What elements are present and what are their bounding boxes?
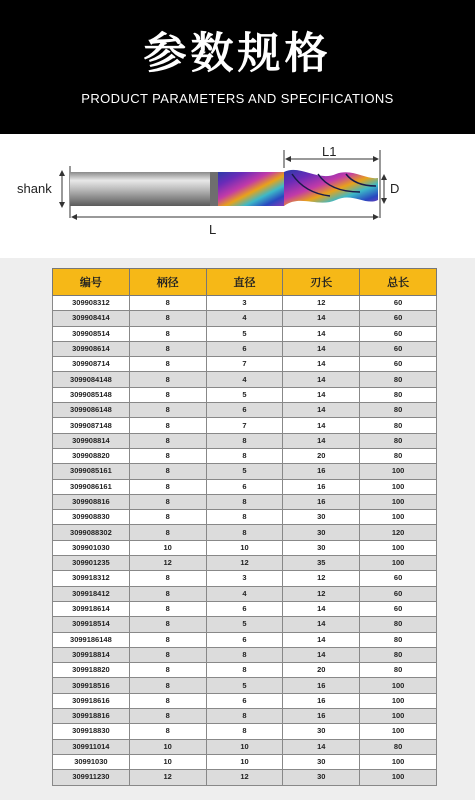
cell-overall-length: 80 — [360, 448, 437, 463]
cell-diameter: 8 — [206, 525, 283, 540]
cell-shank-diameter: 10 — [129, 754, 206, 769]
l-arrow-left — [71, 214, 77, 220]
cell-shank-diameter: 8 — [129, 678, 206, 693]
cell-overall-length: 100 — [360, 464, 437, 479]
cell-flute-length: 14 — [283, 372, 360, 387]
table-row — [53, 571, 437, 586]
cell-diameter: 10 — [206, 754, 283, 769]
cell-overall-length: 80 — [360, 372, 437, 387]
cell-overall-length: 100 — [360, 479, 437, 494]
cell-diameter: 5 — [206, 387, 283, 402]
cell-code: 309908312 — [53, 296, 130, 311]
cell-shank-diameter: 8 — [129, 296, 206, 311]
cell-overall-length: 80 — [360, 647, 437, 662]
cell-diameter: 8 — [206, 663, 283, 678]
cell-diameter: 8 — [206, 448, 283, 463]
cell-flute-length: 12 — [283, 586, 360, 601]
table-row — [53, 494, 437, 509]
cell-shank-diameter: 8 — [129, 586, 206, 601]
cell-diameter: 8 — [206, 510, 283, 525]
cell-overall-length: 100 — [360, 556, 437, 571]
cell-shank-diameter: 8 — [129, 571, 206, 586]
table-row — [53, 647, 437, 662]
cell-overall-length: 60 — [360, 571, 437, 586]
table-row — [53, 403, 437, 418]
cell-code: 309908830 — [53, 510, 130, 525]
table-row — [53, 357, 437, 372]
cell-flute-length: 14 — [283, 601, 360, 616]
cell-code: 309918514 — [53, 617, 130, 632]
cell-shank-diameter: 8 — [129, 709, 206, 724]
cell-code: 309901030 — [53, 540, 130, 555]
cell-shank-diameter: 8 — [129, 601, 206, 616]
cell-flute-length: 16 — [283, 494, 360, 509]
cell-flute-length: 30 — [283, 510, 360, 525]
cell-diameter: 3 — [206, 296, 283, 311]
cell-code: 309918516 — [53, 678, 130, 693]
cell-code: 309908714 — [53, 357, 130, 372]
table-row — [53, 341, 437, 356]
table-row — [53, 326, 437, 341]
cell-overall-length: 100 — [360, 494, 437, 509]
cell-code: 3099084148 — [53, 372, 130, 387]
cell-shank-diameter: 8 — [129, 448, 206, 463]
page-title: 参数规格 — [143, 29, 332, 79]
table-row — [53, 586, 437, 601]
coated-section — [218, 172, 284, 206]
cell-code: 309918616 — [53, 693, 130, 708]
cell-shank-diameter: 12 — [129, 556, 206, 571]
cell-shank-diameter: 8 — [129, 617, 206, 632]
cell-diameter: 8 — [206, 647, 283, 662]
flute-section — [284, 170, 378, 206]
cell-shank-diameter: 8 — [129, 326, 206, 341]
header-cell-overall-length: 总长 — [360, 269, 437, 296]
cell-shank-diameter: 8 — [129, 525, 206, 540]
l1-arrow-right — [373, 156, 379, 162]
table-row — [53, 372, 437, 387]
cell-overall-length: 80 — [360, 418, 437, 433]
cell-flute-length: 30 — [283, 770, 360, 785]
cell-flute-length: 14 — [283, 739, 360, 754]
table-row — [53, 525, 437, 540]
cell-shank-diameter: 8 — [129, 464, 206, 479]
cell-flute-length: 14 — [283, 418, 360, 433]
table-row — [53, 311, 437, 326]
cell-code: 309908816 — [53, 494, 130, 509]
table-row — [53, 739, 437, 754]
cell-flute-length: 30 — [283, 724, 360, 739]
cell-shank-diameter: 8 — [129, 372, 206, 387]
cell-flute-length: 14 — [283, 433, 360, 448]
cell-flute-length: 30 — [283, 754, 360, 769]
cell-shank-diameter: 8 — [129, 724, 206, 739]
table-row — [53, 724, 437, 739]
cell-flute-length: 30 — [283, 525, 360, 540]
cell-overall-length: 60 — [360, 311, 437, 326]
cell-overall-length: 80 — [360, 403, 437, 418]
cell-diameter: 12 — [206, 556, 283, 571]
l1-arrow-left — [285, 156, 291, 162]
cell-overall-length: 60 — [360, 357, 437, 372]
table-row — [53, 693, 437, 708]
cell-flute-length: 35 — [283, 556, 360, 571]
table-row — [53, 510, 437, 525]
cell-flute-length: 12 — [283, 296, 360, 311]
cell-shank-diameter: 8 — [129, 341, 206, 356]
cell-diameter: 10 — [206, 540, 283, 555]
cell-flute-length: 14 — [283, 387, 360, 402]
l-arrow-right — [373, 214, 379, 220]
cell-code: 309908814 — [53, 433, 130, 448]
cell-overall-length: 100 — [360, 693, 437, 708]
cell-code: 3099086148 — [53, 403, 130, 418]
cell-flute-length: 14 — [283, 341, 360, 356]
cell-overall-length: 60 — [360, 601, 437, 616]
cell-flute-length: 16 — [283, 479, 360, 494]
table-row — [53, 601, 437, 616]
header-banner — [0, 0, 475, 134]
cell-diameter: 4 — [206, 311, 283, 326]
cell-shank-diameter: 10 — [129, 540, 206, 555]
shank-body — [70, 172, 216, 206]
header-cell-shank-diameter: 柄径 — [129, 269, 206, 296]
table-row — [53, 709, 437, 724]
d-label: D — [390, 181, 400, 196]
cell-overall-length: 100 — [360, 678, 437, 693]
cell-diameter: 12 — [206, 770, 283, 785]
cell-overall-length: 100 — [360, 709, 437, 724]
table-row — [53, 770, 437, 785]
cell-code: 309911230 — [53, 770, 130, 785]
cell-code: 309918412 — [53, 586, 130, 601]
cell-overall-length: 60 — [360, 326, 437, 341]
cell-overall-length: 60 — [360, 296, 437, 311]
cell-overall-length: 80 — [360, 617, 437, 632]
l1-label: L1 — [322, 144, 337, 159]
table-row — [53, 387, 437, 402]
cell-flute-length: 14 — [283, 647, 360, 662]
end-mill-drawing — [0, 134, 475, 258]
cell-code: 3099186148 — [53, 632, 130, 647]
cell-flute-length: 14 — [283, 632, 360, 647]
table-row — [53, 479, 437, 494]
cell-overall-length: 100 — [360, 724, 437, 739]
cell-code: 309908820 — [53, 448, 130, 463]
cell-overall-length: 100 — [360, 770, 437, 785]
table-row — [53, 754, 437, 769]
cell-shank-diameter: 8 — [129, 663, 206, 678]
cell-diameter: 7 — [206, 357, 283, 372]
tool-diagram — [0, 134, 475, 258]
cell-flute-length: 14 — [283, 617, 360, 632]
cell-diameter: 5 — [206, 326, 283, 341]
cell-flute-length: 30 — [283, 540, 360, 555]
cell-flute-length: 20 — [283, 448, 360, 463]
table-row — [53, 464, 437, 479]
cell-shank-diameter: 8 — [129, 494, 206, 509]
cell-code: 309908614 — [53, 341, 130, 356]
cell-shank-diameter: 8 — [129, 311, 206, 326]
cell-shank-diameter: 8 — [129, 387, 206, 402]
cell-diameter: 4 — [206, 586, 283, 601]
cell-code: 3099086161 — [53, 479, 130, 494]
d-arrow-top — [381, 174, 387, 180]
cell-overall-length: 80 — [360, 739, 437, 754]
cell-overall-length: 60 — [360, 341, 437, 356]
cell-code: 309918814 — [53, 647, 130, 662]
cell-diameter: 5 — [206, 678, 283, 693]
cell-shank-diameter: 8 — [129, 647, 206, 662]
cell-shank-diameter: 8 — [129, 433, 206, 448]
cell-diameter: 8 — [206, 494, 283, 509]
shank-arrow-bottom — [59, 202, 65, 208]
d-arrow-bottom — [381, 198, 387, 204]
cell-overall-length: 80 — [360, 433, 437, 448]
cell-code: 309901235 — [53, 556, 130, 571]
cell-overall-length: 60 — [360, 586, 437, 601]
cell-overall-length: 80 — [360, 663, 437, 678]
cell-code: 30991030 — [53, 754, 130, 769]
table-row — [53, 296, 437, 311]
cell-shank-diameter: 8 — [129, 693, 206, 708]
cell-code: 309908514 — [53, 326, 130, 341]
cell-code: 309918614 — [53, 601, 130, 616]
cell-overall-length: 120 — [360, 525, 437, 540]
table-row — [53, 448, 437, 463]
cell-diameter: 8 — [206, 724, 283, 739]
cell-flute-length: 14 — [283, 326, 360, 341]
cell-diameter: 10 — [206, 739, 283, 754]
table-header-row — [53, 269, 437, 296]
cell-code: 309918816 — [53, 709, 130, 724]
cell-overall-length: 80 — [360, 387, 437, 402]
header-cell-code: 编号 — [53, 269, 130, 296]
cell-code: 3099085161 — [53, 464, 130, 479]
cell-diameter: 6 — [206, 632, 283, 647]
cell-code: 309911014 — [53, 739, 130, 754]
table-row — [53, 556, 437, 571]
cell-flute-length: 14 — [283, 357, 360, 372]
cell-diameter: 6 — [206, 403, 283, 418]
cell-flute-length: 20 — [283, 663, 360, 678]
shank-label: shank — [17, 181, 52, 196]
cell-shank-diameter: 8 — [129, 357, 206, 372]
cell-shank-diameter: 10 — [129, 739, 206, 754]
cell-flute-length: 16 — [283, 464, 360, 479]
cell-code: 309908414 — [53, 311, 130, 326]
table-body — [53, 296, 437, 786]
cell-code: 309918312 — [53, 571, 130, 586]
cell-diameter: 5 — [206, 617, 283, 632]
header-cell-diameter: 直径 — [206, 269, 283, 296]
spec-table — [52, 268, 437, 786]
cell-code: 309918830 — [53, 724, 130, 739]
cell-shank-diameter: 12 — [129, 770, 206, 785]
cell-flute-length: 14 — [283, 403, 360, 418]
cell-shank-diameter: 8 — [129, 510, 206, 525]
cell-overall-length: 100 — [360, 510, 437, 525]
cell-shank-diameter: 8 — [129, 403, 206, 418]
cell-code: 309918820 — [53, 663, 130, 678]
cell-diameter: 8 — [206, 709, 283, 724]
cell-flute-length: 12 — [283, 571, 360, 586]
table-row — [53, 663, 437, 678]
l-label: L — [209, 222, 217, 237]
cell-shank-diameter: 8 — [129, 418, 206, 433]
shank-arrow-top — [59, 170, 65, 176]
cell-diameter: 7 — [206, 418, 283, 433]
cell-code: 3099088302 — [53, 525, 130, 540]
table-row — [53, 632, 437, 647]
cell-diameter: 3 — [206, 571, 283, 586]
cell-overall-length: 100 — [360, 540, 437, 555]
cell-shank-diameter: 8 — [129, 632, 206, 647]
cell-diameter: 6 — [206, 341, 283, 356]
cell-diameter: 6 — [206, 693, 283, 708]
cell-diameter: 6 — [206, 479, 283, 494]
table-row — [53, 678, 437, 693]
shank-neck — [210, 172, 218, 206]
cell-flute-length: 16 — [283, 709, 360, 724]
cell-diameter: 8 — [206, 433, 283, 448]
cell-diameter: 6 — [206, 601, 283, 616]
cell-overall-length: 100 — [360, 754, 437, 769]
header-cell-flute-length: 刃长 — [283, 269, 360, 296]
cell-overall-length: 80 — [360, 632, 437, 647]
table-row — [53, 617, 437, 632]
cell-flute-length: 14 — [283, 311, 360, 326]
table-row — [53, 418, 437, 433]
cell-code: 3099087148 — [53, 418, 130, 433]
cell-shank-diameter: 8 — [129, 479, 206, 494]
cell-code: 3099085148 — [53, 387, 130, 402]
table-row — [53, 433, 437, 448]
cell-flute-length: 16 — [283, 678, 360, 693]
cell-diameter: 4 — [206, 372, 283, 387]
cell-diameter: 5 — [206, 464, 283, 479]
table-row — [53, 540, 437, 555]
page-subtitle: PRODUCT PARAMETERS AND SPECIFICATIONS — [81, 91, 394, 106]
cell-flute-length: 16 — [283, 693, 360, 708]
